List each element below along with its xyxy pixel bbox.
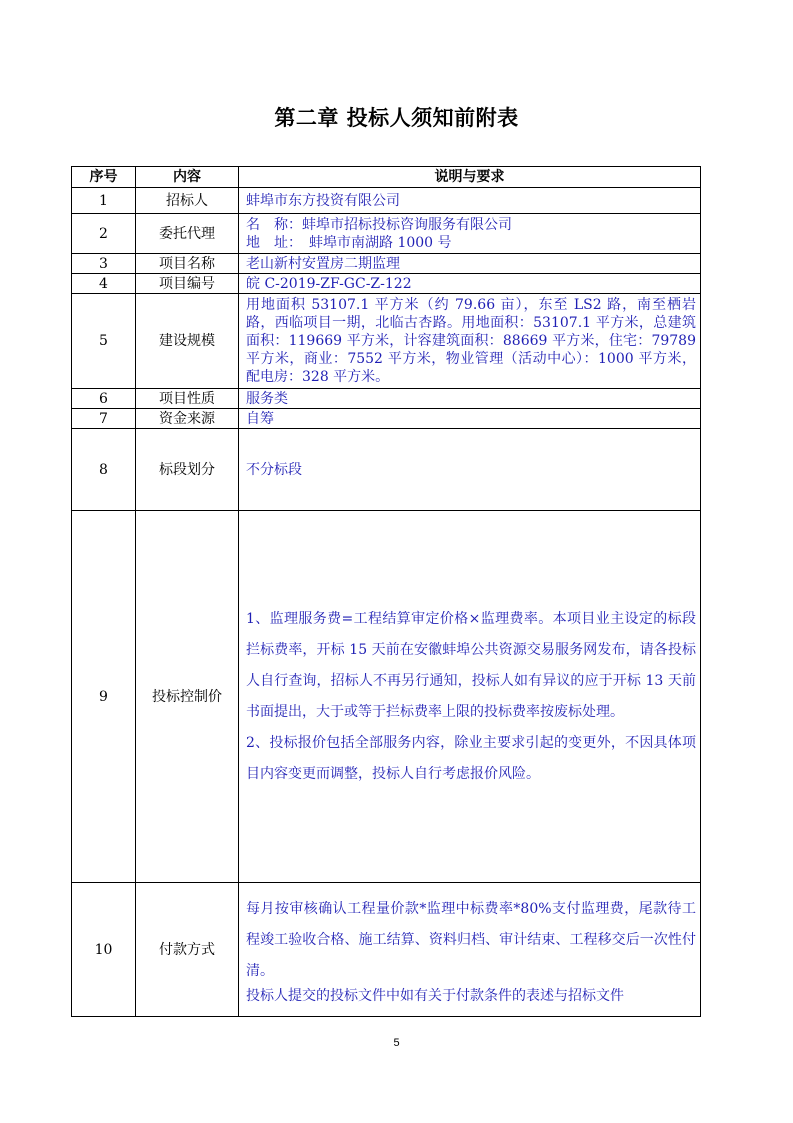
bidder-instructions-table: [71, 166, 701, 1017]
row-number: 10: [72, 883, 136, 1017]
row-item: 付款方式: [136, 883, 239, 1017]
row-desc: [239, 409, 701, 429]
table-row: [72, 188, 701, 214]
page-number: 5: [393, 1037, 400, 1049]
desc-line: 地 址： 蚌埠市南湖路 1000 号: [246, 234, 452, 251]
row-desc: [239, 511, 701, 883]
row-item: 委托代理: [136, 214, 239, 254]
page-title: 第二章 投标人须知前附表: [274, 106, 519, 130]
header-desc: 说明与要求: [239, 167, 701, 188]
desc-line: 服务类: [246, 390, 288, 407]
row-desc: [239, 274, 701, 294]
desc-line: 老山新村安置房二期监理: [246, 255, 400, 272]
table-row: [72, 511, 701, 883]
desc-line: 用地面积 53107.1 平方米（约 79.66 亩），东至 LS2 路，南至栖岩路，西临项目一期，北临古杏路。用地面积：53107.1 平方米，总建筑面积：119669 平方米，计容建筑面积：88669 平方米，住宅：79789 平方米，商业：7552 平方米，物业管理（活动中心）：1000 平方米，配电房：328 平方米。: [246, 297, 696, 385]
row-number: 5: [72, 294, 136, 389]
row-item: 项目名称: [136, 254, 239, 274]
row-number: 3: [72, 254, 136, 274]
table-row: [72, 389, 701, 409]
desc-line: 自筹: [246, 410, 274, 427]
row-number: 7: [72, 409, 136, 429]
row-number: 4: [72, 274, 136, 294]
row-desc: [239, 389, 701, 409]
row-number: 8: [72, 429, 136, 511]
table-row: [72, 429, 701, 511]
row-number: 9: [72, 511, 136, 883]
row-number: 6: [72, 389, 136, 409]
row-desc: [239, 254, 701, 274]
row-desc: [239, 214, 701, 254]
desc-line: 每月按审核确认工程量价款*监理中标费率*80%支付监理费，尾款待工程竣工验收合格、施工结算、资料归档、审计结束、工程移交后一次性付清。: [246, 901, 696, 979]
row-number: 1: [72, 188, 136, 214]
row-desc: [239, 188, 701, 214]
row-item: 项目编号: [136, 274, 239, 294]
desc-line: 1、监理服务费=工程结算审定价格×监理费率。本项目业主设定的标段拦标费率，开标 15 天前在安徽蚌埠公共资源交易服务网发布，请各投标人自行查询，招标人不再另行通知，投标人如有异议的应于开标 13 天前书面提出，大于或等于拦标费率上限的投标费率按废标处理。: [246, 610, 696, 720]
row-desc: [239, 294, 701, 389]
desc-line: 名 称：蚌埠市招标投标咨询服务有限公司: [246, 216, 512, 233]
row-desc: [239, 883, 701, 1017]
table-row: [72, 294, 701, 389]
table-row: [72, 883, 701, 1017]
table-header-row: [72, 167, 701, 188]
row-item: 项目性质: [136, 389, 239, 409]
desc-line: 皖 C-2019-ZF-GC-Z-122: [246, 275, 412, 292]
desc-line: 投标人提交的投标文件中如有关于付款条件的表述与招标文件: [246, 988, 624, 1004]
row-desc: [239, 429, 701, 511]
desc-line: 2、投标报价包括全部服务内容，除业主要求引起的变更外，不因具体项目内容变更而调整，投标人自行考虑报价风险。: [246, 734, 696, 782]
row-item: 资金来源: [136, 409, 239, 429]
table-row: [72, 409, 701, 429]
table-row: [72, 274, 701, 294]
row-number: 2: [72, 214, 136, 254]
header-no: 序号: [72, 167, 136, 188]
desc-line: 不分标段: [246, 461, 302, 478]
table-row: [72, 254, 701, 274]
row-item: 建设规模: [136, 294, 239, 389]
row-item: 标段划分: [136, 429, 239, 511]
table-row: [72, 214, 701, 254]
header-item: 内容: [136, 167, 239, 188]
row-item: 投标控制价: [136, 511, 239, 883]
desc-line: 蚌埠市东方投资有限公司: [246, 192, 400, 209]
row-item: 招标人: [136, 188, 239, 214]
